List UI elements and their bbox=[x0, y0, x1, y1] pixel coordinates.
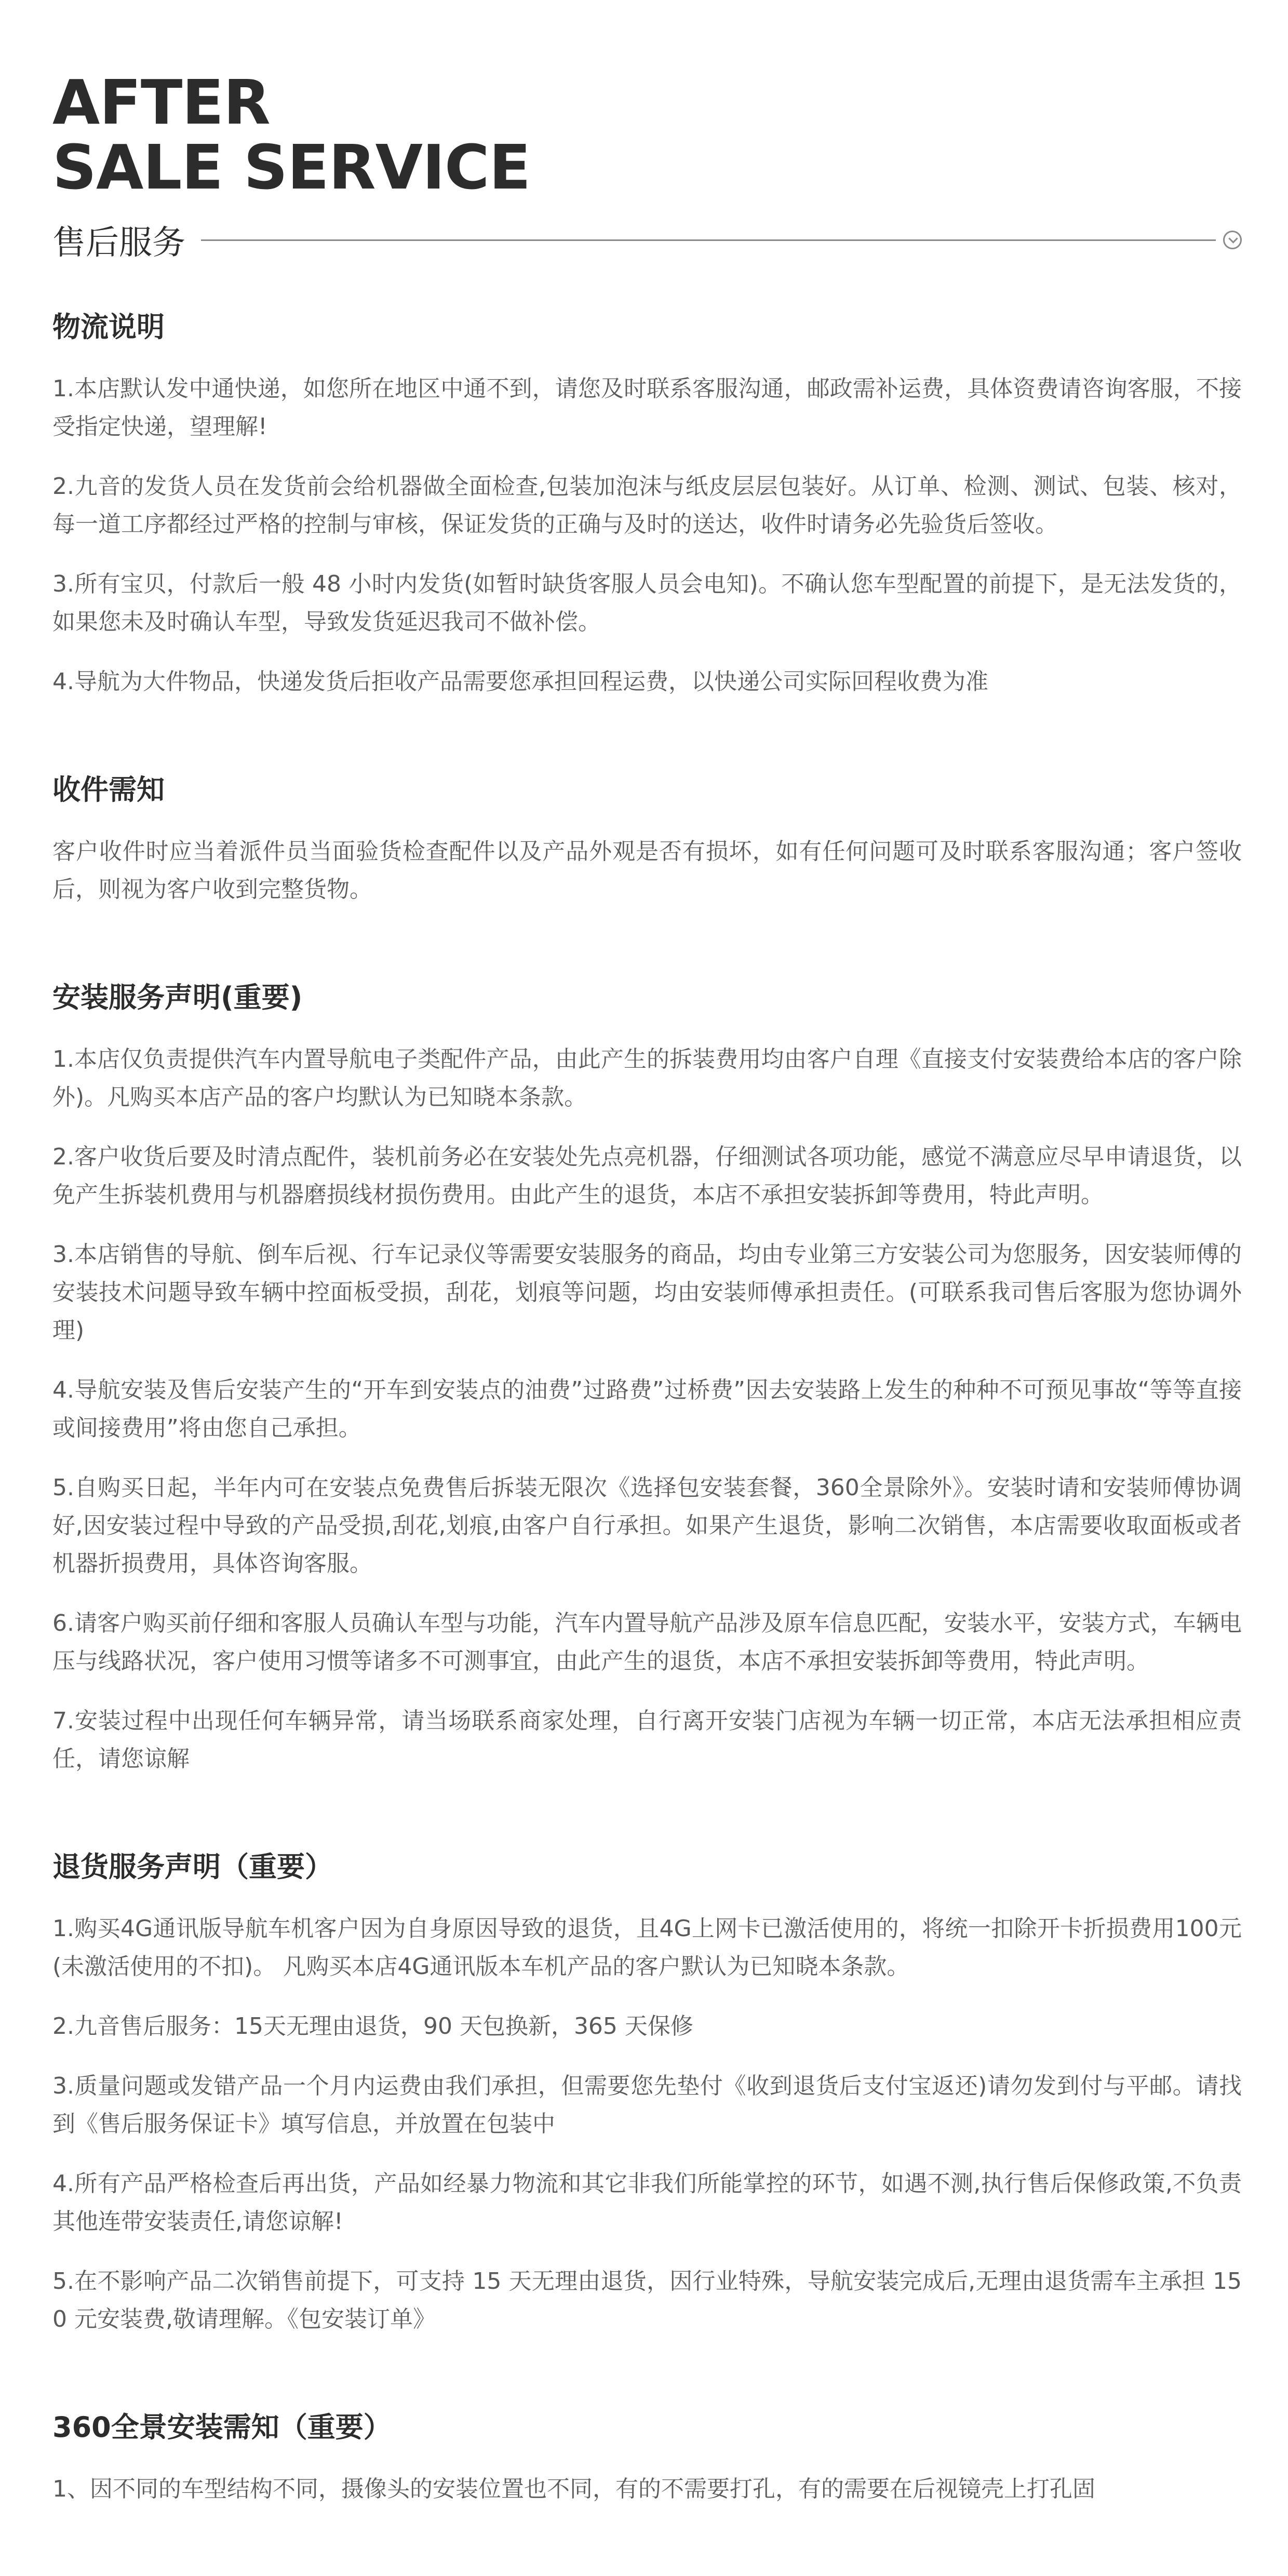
paragraph: 5.自购买日起，半年内可在安装点免费售后拆装无限次《选择包安装套餐，360全景除外》。安装时请和安装师傅协调好,因安装过程中导致的产品受损,刮花,划痕,由客户自行承担。如果产生退货，影响二次销售，本店需要收取面板或者机器折损费用，具体咨询客服。 bbox=[52, 1474, 1242, 1577]
paragraph: 1.本店默认发中通快递，如您所在地区中通不到，请您及时联系客服沟通，邮政需补运费，具体资费请咨询客服，不接受指定快递，望理解! bbox=[52, 375, 1242, 440]
paragraph: 5.在不影响产品二次销售前提下，可支持 15 天无理由退货，因行业特殊，导航安装完成后,无理由退货需车主承担 150 元安装费,敬请理解。《包安装订单》 bbox=[52, 2268, 1242, 2332]
paragraph: 2.九音售后服务：15天无理由退货，90 天包换新，365 天保修 bbox=[52, 2013, 693, 2040]
section-installation bbox=[52, 977, 1242, 1778]
english-title-line-1: AFTER bbox=[52, 66, 270, 138]
section-receiving bbox=[52, 769, 1242, 908]
paragraph: 7.安装过程中出现任何车辆异常，请当场联系商家处理，自行离开安装门店视为车辆一切正常，本店无法承担相应责任，请您谅解 bbox=[52, 1708, 1242, 1772]
paragraph: 4.所有产品严格检查后再出货，产品如经暴力物流和其它非我们所能掌控的环节，如遇不测,执行售后保修政策,不负责其他连带安装责任,请您谅解! bbox=[52, 2170, 1242, 2235]
page-header bbox=[52, 66, 1242, 269]
paragraph: 客户收件时应当着派件员当面验货检查配件以及产品外观是否有损坏，如有任何问题可及时联系客服沟通；客户签收后，则视为客户收到完整货物。 bbox=[52, 838, 1242, 903]
paragraph: 1.购买4G通讯版导航车机客户因为自身原因导致的退货，且4G上网卡已激活使用的，将统一扣除开卡折损费用100元(未激活使用的不扣)。 凡购买本店4G通讯版本车机产品的客户默认为已知晓本条款。 bbox=[52, 1915, 1242, 1980]
english-title bbox=[52, 66, 1242, 203]
section-title: 360全景安装需知（重要） bbox=[52, 2411, 392, 2444]
section-title: 安装服务声明(重要) bbox=[52, 981, 303, 1014]
content bbox=[52, 306, 1242, 2576]
chinese-title-row bbox=[52, 211, 1242, 269]
paragraph: 6.请客户购买前仔细和客服人员确认车型与功能，汽车内置导航产品涉及原车信息匹配，安装水平，安装方式，车辆电压与线路状况，客户使用习惯等诸多不可测事宜，由此产生的退货，本店不承担安装拆卸等费用，特此声明。 bbox=[52, 1610, 1242, 1674]
section-title: 物流说明 bbox=[52, 311, 165, 343]
section-title: 收件需知 bbox=[52, 773, 165, 806]
paragraph: 1.本店仅负责提供汽车内置导航电子类配件产品，由此产生的拆装费用均由客户自理《直接支付安装费给本店的客户除外)。凡购买本店产品的客户均默认为已知晓本条款。 bbox=[52, 1046, 1242, 1110]
section-logistics bbox=[52, 306, 1242, 701]
paragraph: 3.质量问题或发错产品一个月内运费由我们承担，但需要您先垫付《收到退货后支付宝返还)请勿发到付与平邮。请找到《售后服务保证卡》填写信息，并放置在包装中 bbox=[52, 2073, 1242, 2137]
paragraph: 3.所有宝贝，付款后一般 48 小时内发货(如暂时缺货客服人员会电知)。不确认您车型配置的前提下，是无法发货的，如果您未及时确认车型，导致发货延迟我司不做补偿。 bbox=[52, 571, 1242, 635]
paragraph: 1、因不同的车型结构不同，摄像头的安装位置也不同，有的不需要打孔，有的需要在后视镜壳上打孔固 bbox=[52, 2476, 1095, 2502]
paragraph: 2.客户收货后要及时清点配件，装机前务必在安装处先点亮机器，仔细测试各项功能，感觉不满意应尽早申请退货，以免产生拆装机费用与机器磨损线材损伤费用。由此产生的退货，本店不承担安装拆卸等费用，特此声明。 bbox=[52, 1144, 1242, 1208]
chinese-title: 售后服务 bbox=[52, 224, 185, 262]
chevron-down-circle-icon bbox=[1223, 231, 1242, 249]
section-title: 退货服务声明（重要） bbox=[52, 1850, 333, 1883]
section-returns bbox=[52, 1846, 1242, 2338]
paragraph: 4.导航为大件物品，快递发货后拒收产品需要您承担回程运费，以快递公司实际回程收费为准 bbox=[52, 668, 988, 695]
section-360-install bbox=[52, 2407, 1242, 2508]
paragraph: 2.九音的发货人员在发货前会给机器做全面检查,包装加泡沫与纸皮层层包装好。从订单、检测、测试、包装、核对，每一道工序都经过严格的控制与审核，保证发货的正确与及时的送达，收件时请务必先验货后签收。 bbox=[52, 473, 1242, 538]
paragraph: 3.本店销售的导航、倒车后视、行车记录仪等需要安装服务的商品，均由专业第三方安装公司为您服务，因安装师傅的安装技术问题导致车辆中控面板受损，刮花，划痕等问题，均由安装师傅承担责任。(可联系我司售后客服为您协调外理) bbox=[52, 1241, 1242, 1344]
english-title-line-2: SALE SERVICE bbox=[52, 131, 531, 203]
paragraph: 4.导航安装及售后安装产生的“开车到安装点的油费”过路费”过桥费”因去安装路上发生的种种不可预见事故“等等直接或间接费用”将由您自己承担。 bbox=[52, 1377, 1242, 1441]
title-divider-line bbox=[201, 239, 1216, 241]
